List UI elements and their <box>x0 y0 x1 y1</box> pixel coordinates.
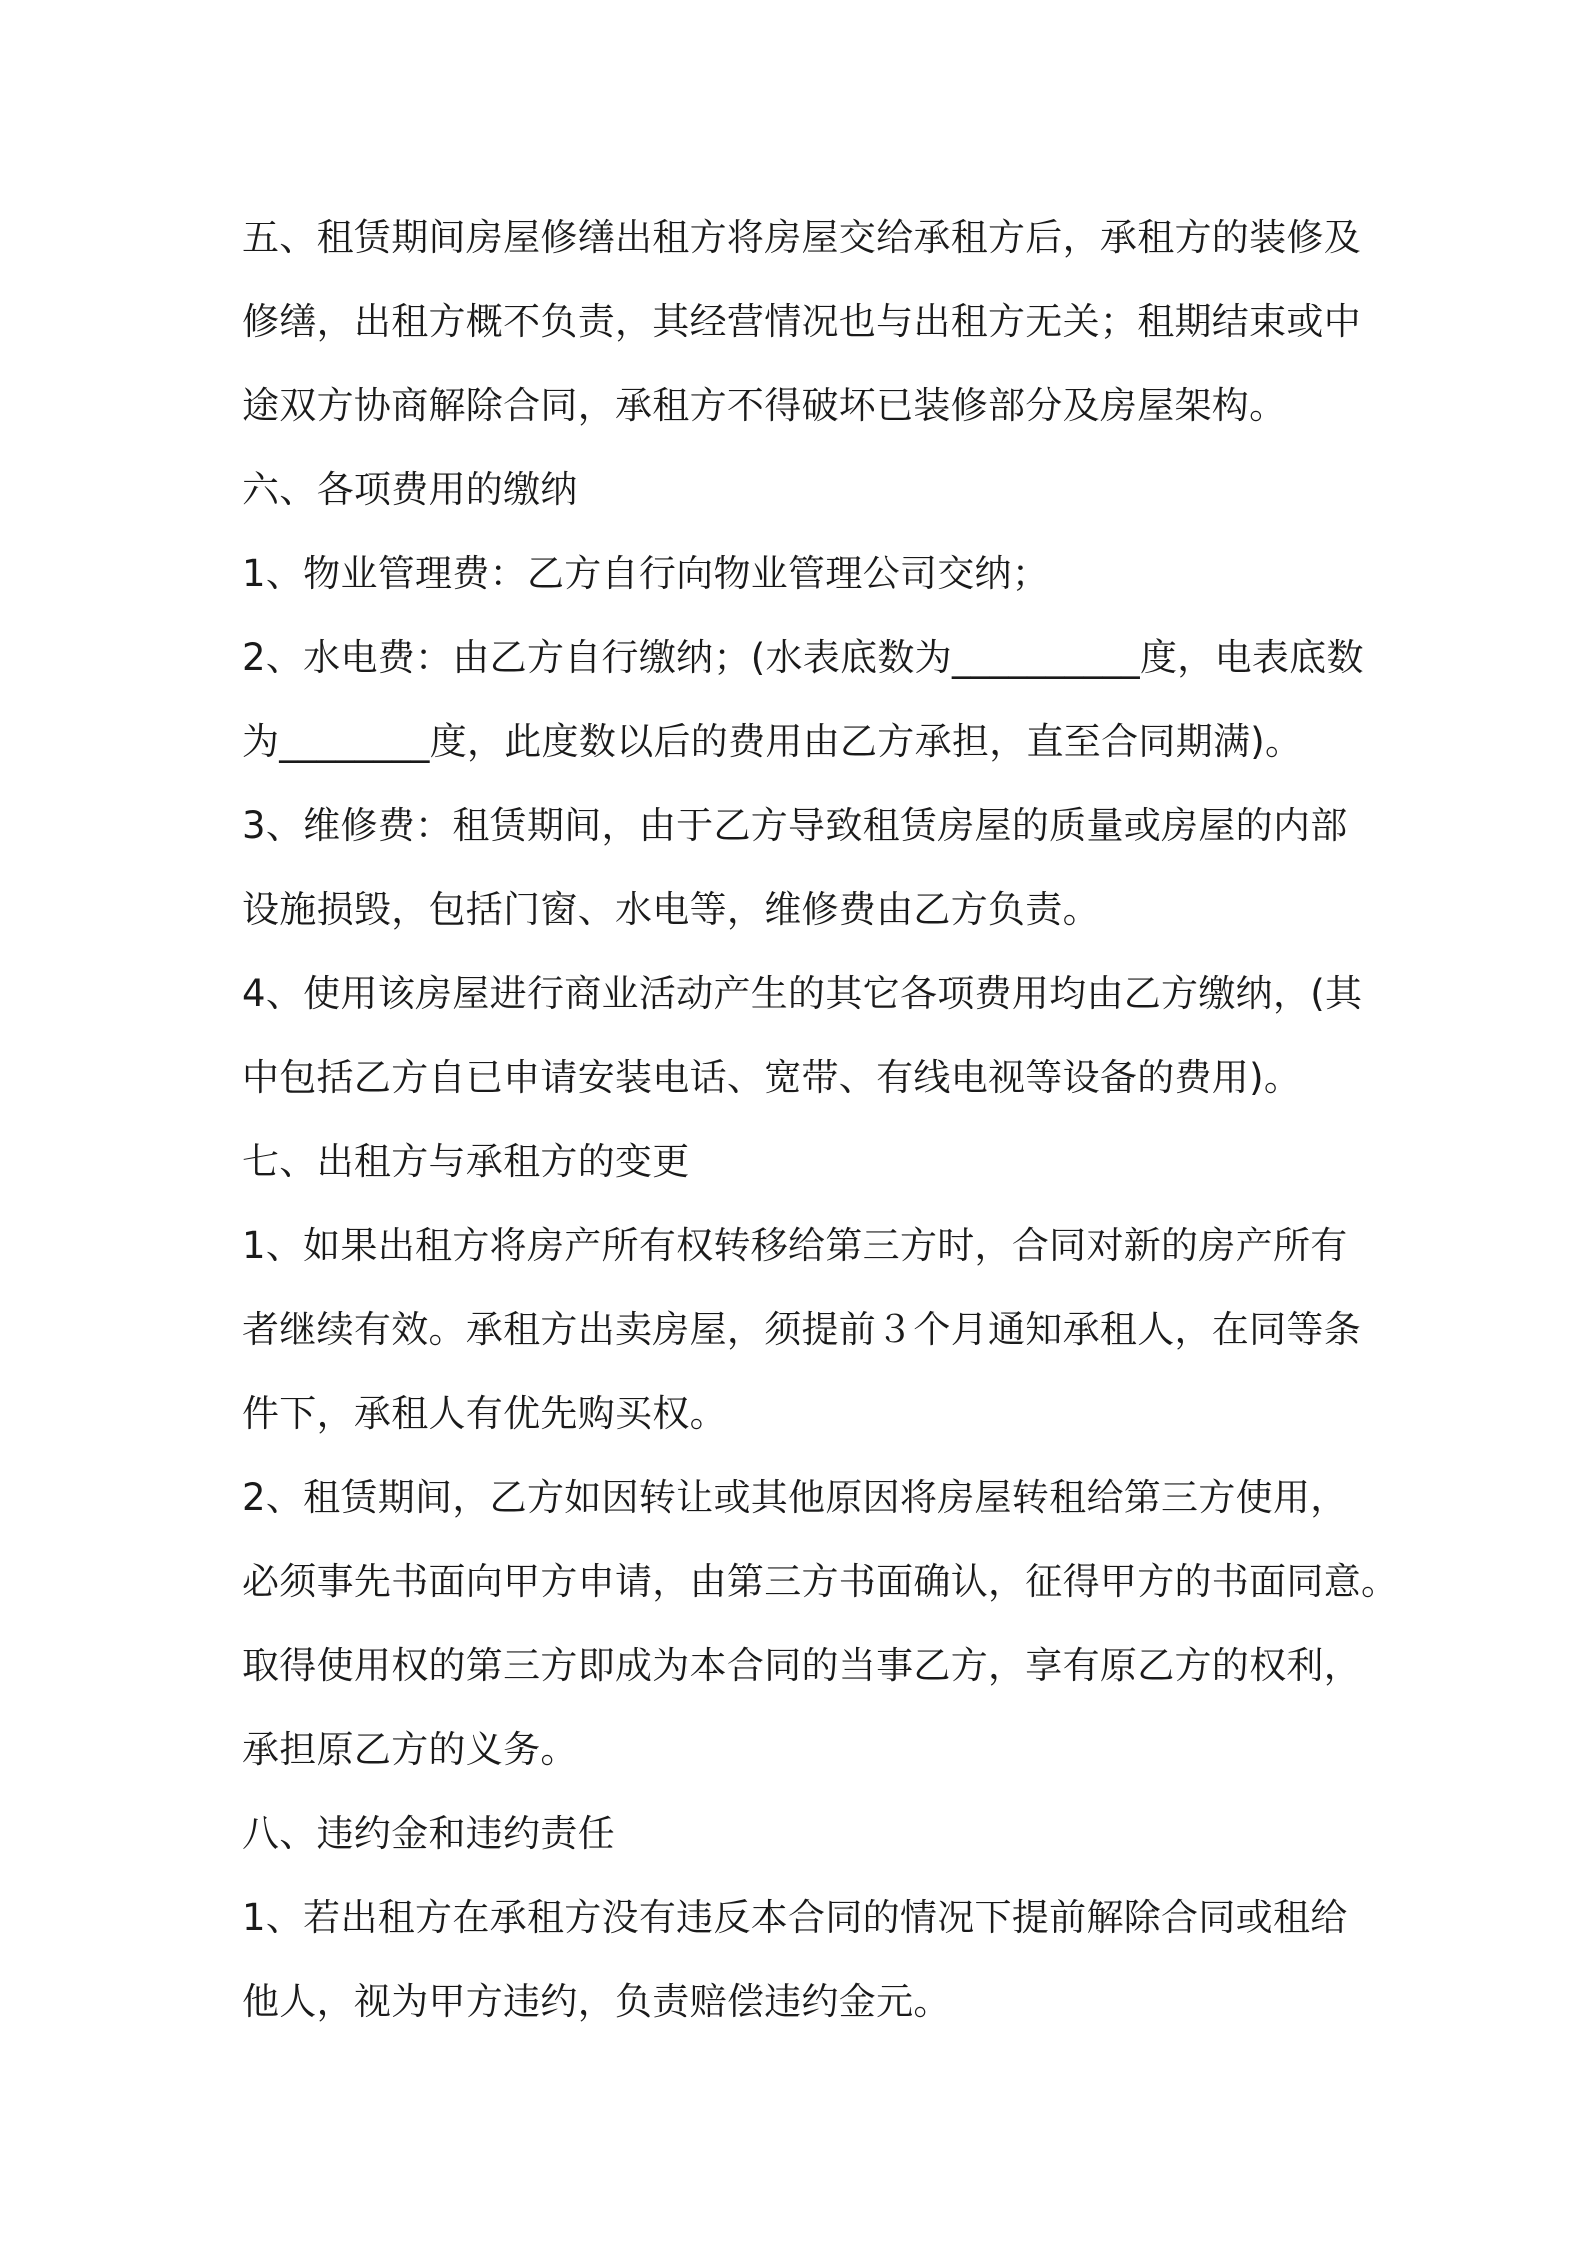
section-heading: 七、出租方与承租方的变更 <box>242 1140 690 1183</box>
text-line: 件下，承租人有优先购买权。 <box>242 1392 727 1435</box>
text-line: 3、维修费：租赁期间，由于乙方导致租赁房屋的质量或房屋的内部 <box>242 804 1348 847</box>
text-line: 必须事先书面向甲方申请，由第三方书面确认，征得甲方的书面同意。 <box>242 1560 1399 1603</box>
text-line: 中包括乙方自已申请安装电话、宽带、有线电视等设备的费用)。 <box>242 1056 1302 1099</box>
text-line: 五、租赁期间房屋修缮出租方将房屋交给承租方后，承租方的装修及 <box>242 216 1361 259</box>
text-line: 1、物业管理费：乙方自行向物业管理公司交纳； <box>242 552 1050 595</box>
text-line: 2、租赁期间，乙方如因转让或其他原因将房屋转租给第三方使用， <box>242 1476 1348 1519</box>
text-line: 者继续有效。承租方出卖房屋，须提前３个月通知承租人，在同等条 <box>242 1308 1361 1351</box>
text-line: 设施损毁，包括门窗、水电等，维修费由乙方负责。 <box>242 888 1100 931</box>
text-line: 他人，视为甲方违约，负责赔偿违约金元。 <box>242 1980 951 2023</box>
text-line: 1、若出租方在承租方没有违反本合同的情况下提前解除合同或租给 <box>242 1896 1348 1939</box>
text-line: 修缮，出租方概不负责，其经营情况也与出租方无关；租期结束或中 <box>242 300 1361 343</box>
text-line: 4、使用该房屋进行商业活动产生的其它各项费用均由乙方缴纳，(其 <box>242 972 1363 1015</box>
document-body <box>242 196 1399 2044</box>
section-heading: 六、各项费用的缴纳 <box>242 468 578 511</box>
text-line: 为________度，此度数以后的费用由乙方承担，直至合同期满)。 <box>242 720 1303 763</box>
text-line: 2、水电费：由乙方自行缴纳；(水表底数为__________度，电表底数 <box>242 636 1364 679</box>
text-line: 途双方协商解除合同，承租方不得破坏已装修部分及房屋架构。 <box>242 384 1287 427</box>
text-line: 承担原乙方的义务。 <box>242 1728 578 1771</box>
text-line: 1、如果出租方将房产所有权转移给第三方时，合同对新的房产所有 <box>242 1224 1348 1267</box>
text-line: 取得使用权的第三方即成为本合同的当事乙方，享有原乙方的权利， <box>242 1644 1361 1687</box>
section-heading: 八、违约金和违约责任 <box>242 1812 615 1855</box>
